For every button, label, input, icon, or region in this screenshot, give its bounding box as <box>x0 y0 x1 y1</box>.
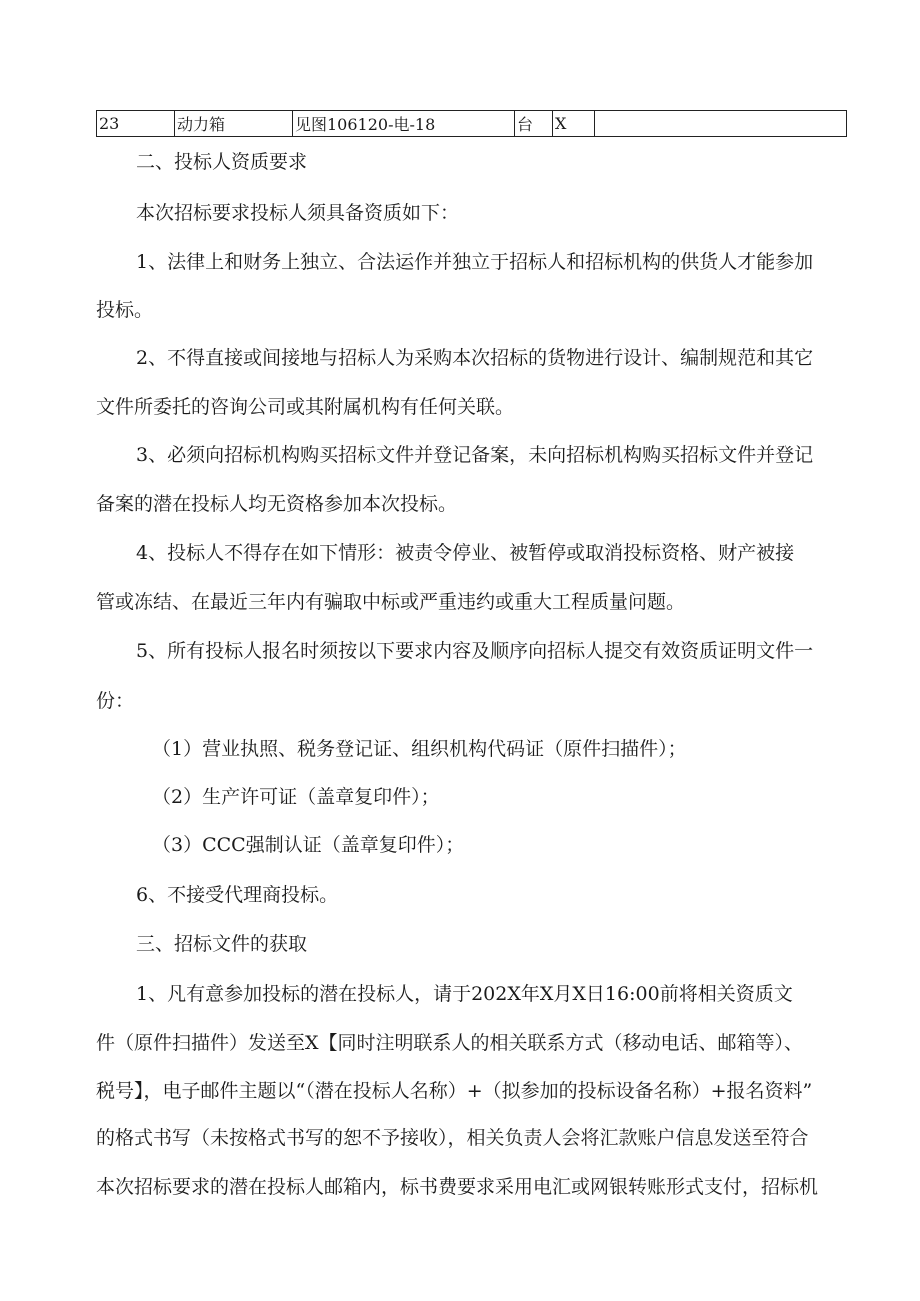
item-5-line-1: 5、所有投标人报名时须按以下要求内容及顺序向招标人提交有效资质证明文件一 <box>136 640 814 662</box>
cell-spec: 见图106120-电-18 <box>293 111 515 137</box>
item-3-line-1: 3、必须向招标机构购买招标文件并登记备案，未向招标机构购买招标文件并登记 <box>136 444 814 466</box>
item-2-line-1: 2、不得直接或间接地与招标人为采购本次招标的货物进行设计、编制规范和其它 <box>136 347 814 369</box>
section-heading-acquisition: 三、招标文件的获取 <box>136 933 308 955</box>
item-1-line-2: 投标。 <box>96 299 154 321</box>
item-6: 6、不接受代理商投标。 <box>136 884 339 906</box>
cell-name: 动力箱 <box>175 111 293 137</box>
acquisition-line-2: 件（原件扫描件）发送至X【同时注明联系人的相关联系方式（移动电话、邮箱等）、 <box>96 1032 804 1054</box>
acquisition-line-5: 本次招标要求的潜在投标人邮箱内，标书费要求采用电汇或网银转账形式支付，招标机 <box>96 1176 819 1198</box>
equipment-table <box>96 110 847 137</box>
table-row <box>97 111 847 137</box>
item-4-line-2: 管或冻结、在最近三年内有骗取中标或严重违约或重大工程质量问题。 <box>96 591 686 613</box>
subitem-2: （2）生产许可证（盖章复印件）； <box>152 786 440 808</box>
cell-qty: X <box>553 111 595 137</box>
subitem-1: （1）营业执照、税务登记证、组织机构代码证（原件扫描件）； <box>152 738 687 760</box>
paragraph-intro: 本次招标要求投标人须具备资质如下： <box>136 202 460 224</box>
cell-note <box>595 111 847 137</box>
item-3-line-2: 备案的潜在投标人均无资格参加本次投标。 <box>96 493 458 515</box>
item-5-line-2: 份： <box>96 690 135 712</box>
acquisition-line-4: 的格式书写（未按格式书写的恕不予接收），相关负责人会将汇款账户信息发送至符合 <box>96 1127 809 1149</box>
item-1-line-1: 1、法律上和财务上独立、合法运作并独立于招标人和招标机构的供货人才能参加 <box>136 251 814 273</box>
subitem-3: （3）CCC强制认证（盖章复印件）； <box>152 834 465 856</box>
section-heading-qualification: 二、投标人资质要求 <box>136 151 308 173</box>
acquisition-line-1: 1、凡有意参加投标的潜在投标人，请于202X年X月X日16:00前将相关资质文 <box>136 983 793 1005</box>
cell-no: 23 <box>97 111 175 137</box>
item-4-line-1: 4、投标人不得存在如下情形：被责令停业、被暂停或取消投标资格、财产被接 <box>136 542 795 564</box>
cell-unit: 台 <box>515 111 553 137</box>
acquisition-line-3: 税号】，电子邮件主题以“（潜在投标人名称）+（拟参加的投标设备名称）+报名资料” <box>96 1080 813 1102</box>
item-2-line-2: 文件所委托的咨询公司或其附属机构有任何关联。 <box>96 396 515 418</box>
